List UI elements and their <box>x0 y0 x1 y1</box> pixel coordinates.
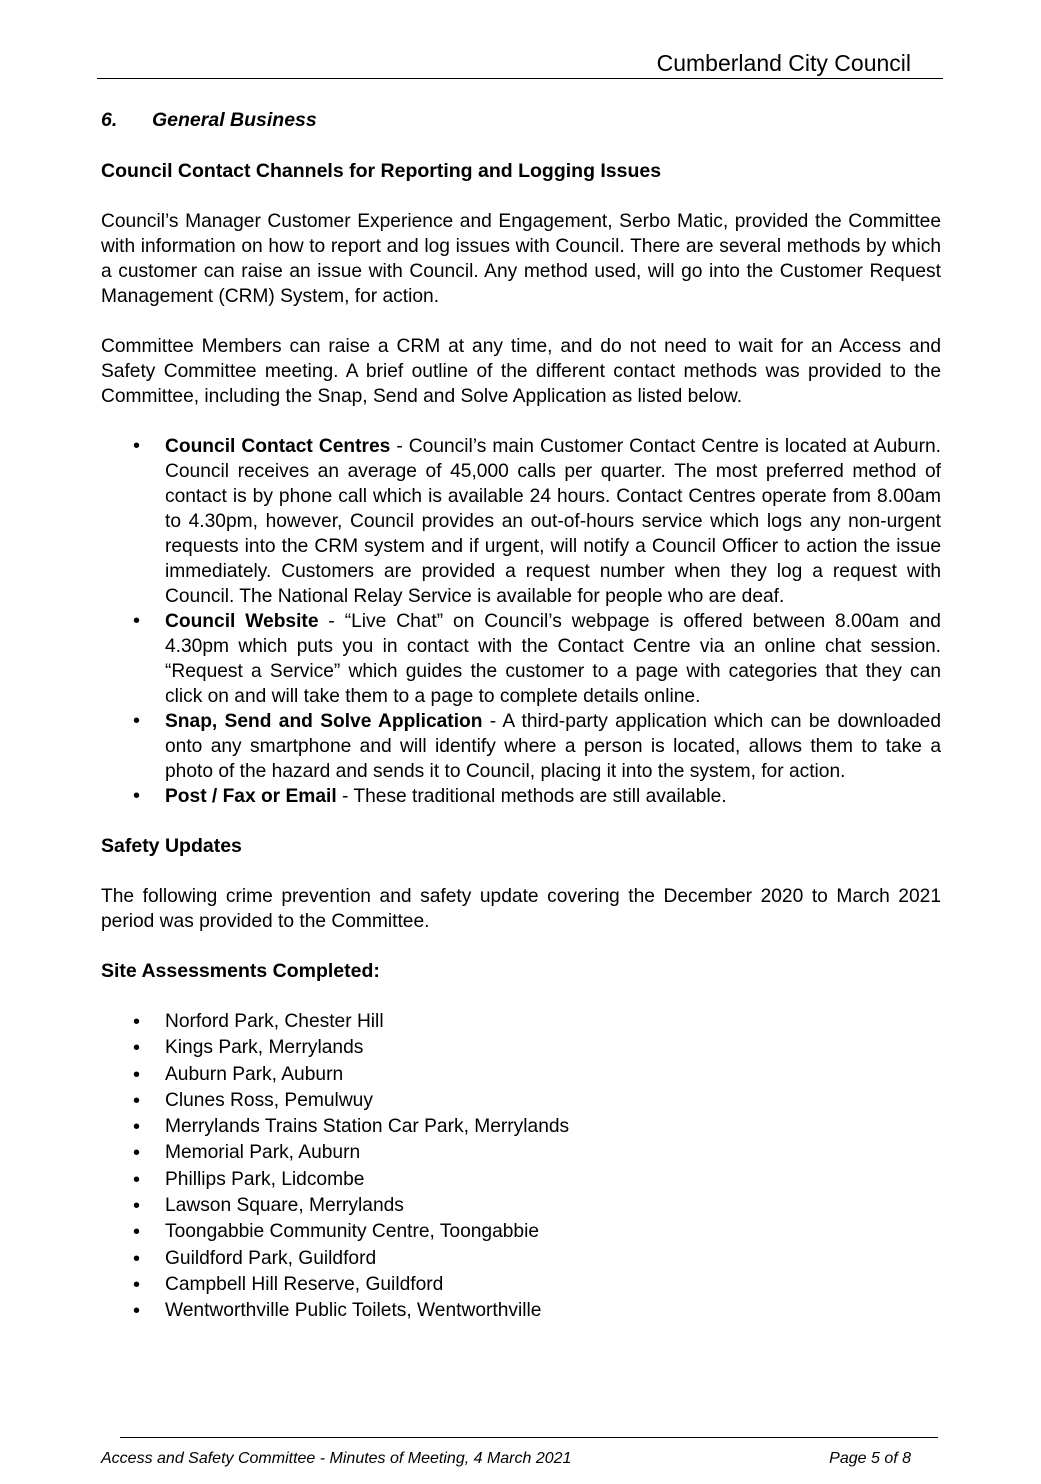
site-item: • Norford Park, Chester Hill <box>101 1009 941 1035</box>
site-item: • Auburn Park, Auburn <box>101 1062 941 1088</box>
site-item: • Kings Park, Merrylands <box>101 1035 941 1061</box>
contact-method-text: - Council’s main Customer Contact Centre is located at Auburn. Council receives an average of 45,000 calls per quarter. The most preferred method of contact is by phone call which is available 24 hours. Contact Centres operate from 8.00am to 4.30pm, however, Council provides an out-of-hours service which logs any non-urgent requests into the CRM system and if urgent, will notify a Council Officer to action the issue immediately. Customers are provided a request number when they log a request with Council. The National Relay Service is available for people who are deaf. <box>165 436 941 607</box>
header-organization: Cumberland City Council <box>656 50 911 76</box>
site-item: • Toongabbie Community Centre, Toongabbie <box>101 1219 941 1245</box>
header-divider <box>97 78 943 79</box>
site-item: • Phillips Park, Lidcombe <box>101 1167 941 1193</box>
site-assessments-heading: Site Assessments Completed: <box>101 960 380 982</box>
safety-updates-heading: Safety Updates <box>101 835 242 857</box>
site-item: • Memorial Park, Auburn <box>101 1140 941 1166</box>
contact-method-term: Council Website <box>165 611 319 632</box>
contact-channels-heading: Council Contact Channels for Reporting and Logging Issues <box>101 160 662 182</box>
site-item: • Wentworthville Public Toilets, Wentworthville <box>101 1298 941 1324</box>
section-title: General Business <box>152 109 317 131</box>
section-number: 6. <box>101 109 118 131</box>
contact-method-item <box>101 609 941 709</box>
contact-method-term: Snap, Send and Solve Application <box>165 711 483 732</box>
footer-divider <box>120 1437 938 1438</box>
footer-document-title: Access and Safety Committee - Minutes of Meeting, 4 March 2021 <box>101 1450 572 1467</box>
contact-methods-list <box>101 434 941 809</box>
footer-page-number: Page 5 of 8 <box>829 1450 911 1467</box>
contact-method-term: Council Contact Centres <box>165 436 391 457</box>
site-item: • Merrylands Trains Station Car Park, Merrylands <box>101 1114 941 1140</box>
contact-method-item <box>101 709 941 784</box>
contact-method-item <box>101 434 941 609</box>
page-content <box>101 108 941 1325</box>
contact-method-text: - These traditional methods are still available. <box>336 786 727 807</box>
site-assessments-list <box>101 1009 941 1325</box>
contact-channels-paragraph-2: Committee Members can raise a CRM at any time, and do not need to wait for an Access and Safety Committee meeting. A brief outline of the different contact methods was provided to the Committee, including the Snap, Send and Solve Application as listed below. <box>101 336 941 407</box>
site-item: • Guildford Park, Guildford <box>101 1246 941 1272</box>
site-item: • Lawson Square, Merrylands <box>101 1193 941 1219</box>
contact-method-term: Post / Fax or Email <box>165 786 337 807</box>
safety-updates-paragraph: The following crime prevention and safety update covering the December 2020 to March 2021 period was provided to the Committee. <box>101 886 941 932</box>
contact-method-item <box>101 784 941 809</box>
contact-channels-paragraph-1: Council’s Manager Customer Experience and Engagement, Serbo Matic, provided the Committee with information on how to report and log issues with Council. There are several methods by which a customer can raise an issue with Council. Any method used, will go into the Customer Request Management (CRM) System, for action. <box>101 211 941 307</box>
contact-method-text: - A third-party application which can be downloaded onto any smartphone and will identify where a person is located, allows them to take a photo of the hazard and sends it to Council, placing it into the system, for action. <box>165 711 941 782</box>
site-item: • Clunes Ross, Pemulwuy <box>101 1088 941 1114</box>
section-heading <box>101 108 941 133</box>
site-item: • Campbell Hill Reserve, Guildford <box>101 1272 941 1298</box>
contact-method-text: - “Live Chat” on Council’s webpage is offered between 8.00am and 4.30pm which puts you in contact with the Contact Centre via an online chat session. “Request a Service” which guides the customer to a page with categories that they can click on and will take them to a page to complete details online. <box>165 611 941 707</box>
